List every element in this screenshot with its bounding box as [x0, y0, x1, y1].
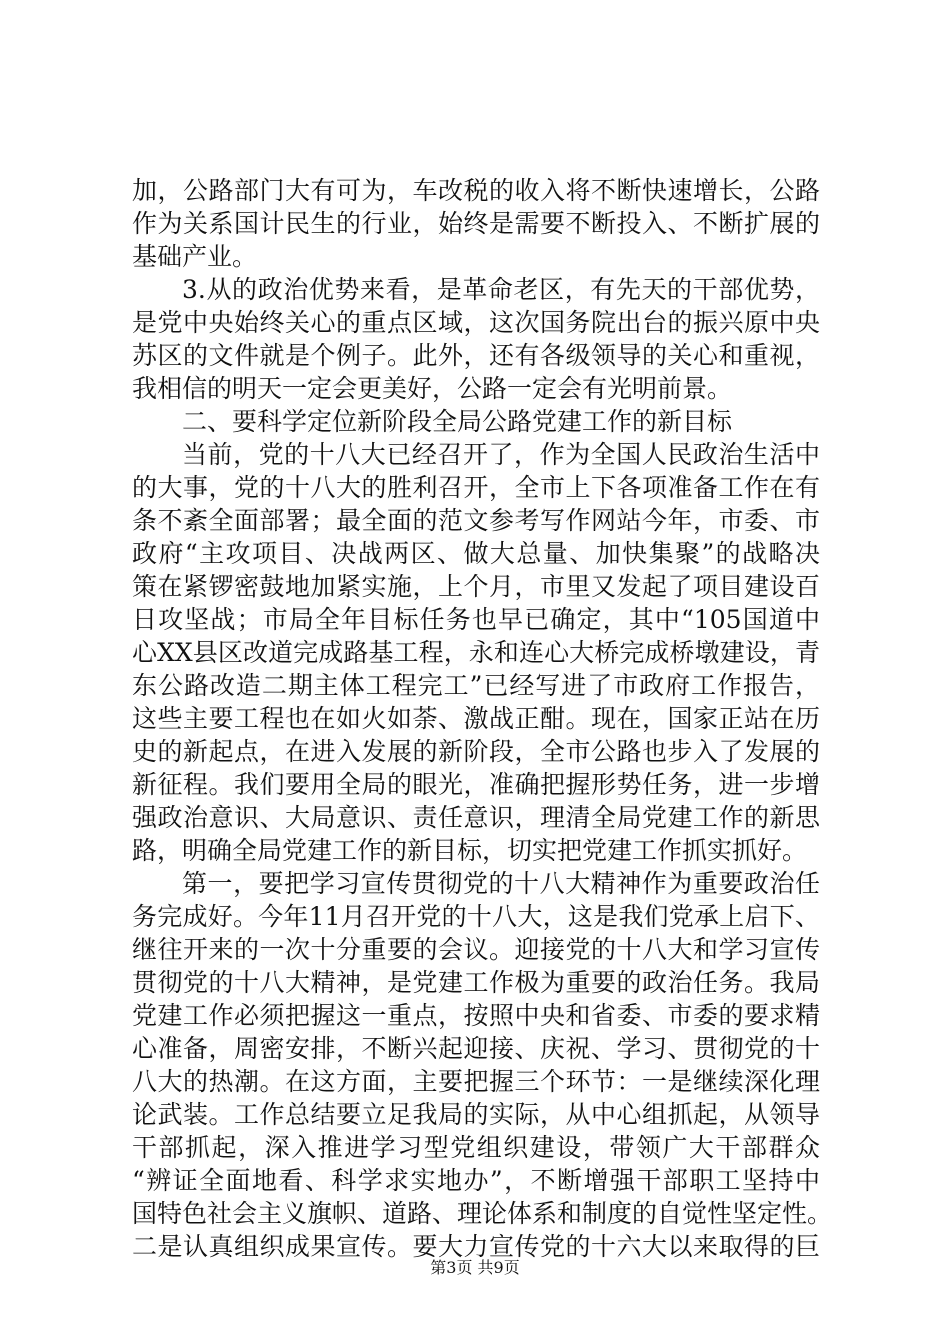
section-heading: 二、要科学定位新阶段全局公路党建工作的新目标: [182, 407, 733, 436]
text-line: 策在紧锣密鼓地加紧实施，上个月，市里又发起了项目建设百: [132, 572, 820, 601]
text-line: “辨证全面地看、科学求实地办”，不断增强干部职工坚持中: [132, 1166, 820, 1195]
text-line: 心XX县区改道完成路基工程，永和连心大桥完成桥墩建设，青: [132, 638, 820, 667]
text-line: 我相信的明天一定会更美好，公路一定会有光明前景。: [132, 374, 733, 403]
text-line: 务完成好。今年11月召开党的十八大，这是我们党承上启下、: [132, 902, 820, 931]
text-line: 论武装。工作总结要立足我局的实际，从中心组抓起，从领导: [132, 1100, 820, 1129]
text-line: 第一，要把学习宣传贯彻党的十八大精神作为重要政治任: [182, 869, 820, 898]
text-line: 心准备，周密安排，不断兴起迎接、庆祝、学习、贯彻党的十: [132, 1034, 820, 1063]
text-line: 苏区的文件就是个例子。此外，还有各级领导的关心和重视，: [132, 341, 820, 370]
text-line: 这些主要工程也在如火如荼、激战正酣。现在，国家正站在历: [132, 704, 820, 733]
text-line: 作为关系国计民生的行业，始终是需要不断投入、不断扩展的: [132, 209, 820, 238]
text-line: 强政治意识、大局意识、责任意识，理清全局党建工作的新思: [132, 803, 820, 832]
page-number-footer: 第3页 共9页: [430, 1258, 520, 1277]
text-line: 基础产业。: [132, 242, 258, 271]
text-line: 日攻坚战；市局全年目标任务也早已确定，其中“105国道中: [132, 605, 820, 634]
text-line: 的大事，党的十八大的胜利召开，全市上下各项准备工作在有: [132, 473, 820, 502]
text-line: 史的新起点，在进入发展的新阶段，全市公路也步入了发展的: [132, 737, 820, 766]
text-line: 3.从的政治优势来看，是革命老区，有先天的干部优势，: [182, 275, 820, 304]
text-line: 东公路改造二期主体工程完工”已经写进了市政府工作报告，: [132, 671, 820, 700]
text-line: 贯彻党的十八大精神，是党建工作极为重要的政治任务。我局: [132, 968, 820, 997]
text-line: 八大的热潮。在这方面，主要把握三个环节：一是继续深化理: [132, 1067, 820, 1096]
text-line: 继往开来的一次十分重要的会议。迎接党的十八大和学习宣传: [132, 935, 820, 964]
text-line: 二是认真组织成果宣传。要大力宣传党的十六大以来取得的巨: [132, 1232, 820, 1261]
document-body: [132, 174, 833, 1263]
text-line: 加，公路部门大有可为，车改税的收入将不断快速增长，公路: [132, 176, 820, 205]
text-line: 党建工作必须把握这一重点，按照中央和省委、市委的要求精: [132, 1001, 820, 1030]
text-line: 新征程。我们要用全局的眼光，准确把握形势任务，进一步增: [132, 770, 820, 799]
text-line: 国特色社会主义旗帜、道路、理论体系和制度的自觉性坚定性。: [132, 1199, 833, 1228]
text-line: 当前，党的十八大已经召开了，作为全国人民政治生活中: [182, 440, 820, 469]
text-line: 干部抓起，深入推进学习型党组织建设，带领广大干部群众: [132, 1133, 820, 1162]
text-line: 是党中央始终关心的重点区域，这次国务院出台的振兴原中央: [132, 308, 820, 337]
text-line: 路，明确全局党建工作的新目标，切实把党建工作抓实抓好。: [132, 836, 808, 865]
text-line: 条不紊全面部署；最全面的范文参考写作网站今年，市委、市: [132, 506, 820, 535]
text-line: 政府“主攻项目、决战两区、做大总量、加快集聚”的战略决: [132, 539, 820, 568]
